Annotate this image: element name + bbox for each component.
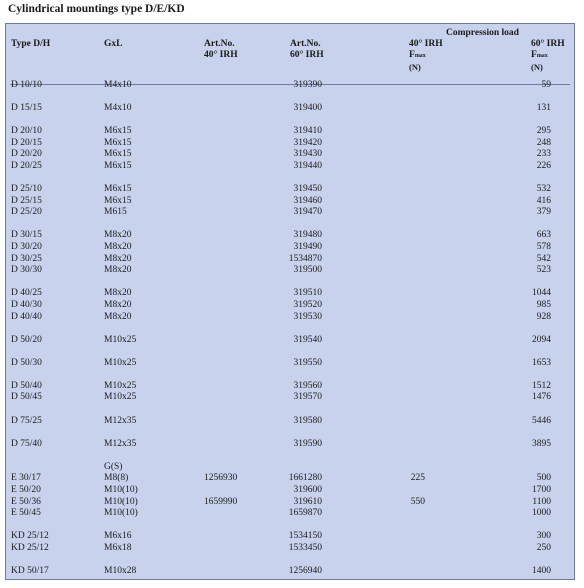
cell-f60: 59 (541, 80, 551, 90)
cell-art60: 319560 (293, 380, 322, 391)
cell-f60: 226 (536, 161, 551, 171)
cell-art60: 319480 (293, 230, 322, 241)
cell-f40: 225 (410, 473, 425, 484)
cell-f60: 1000 (532, 508, 551, 519)
cell-f60: 1476 (532, 392, 551, 403)
cell-art60: 319390 (293, 80, 322, 90)
cell-gxl: M8x20 (104, 265, 132, 276)
cell-art60: 319440 (293, 161, 322, 171)
cell-type: D 50/30 (11, 357, 42, 368)
cell-f60: 663 (536, 230, 551, 241)
cell-type: D 20/20 (11, 149, 42, 160)
cell-art40: 1659990 (204, 496, 238, 507)
header-f60-f: F (531, 50, 537, 60)
cell-gxl: M8x20 (104, 299, 132, 310)
cell-art60: 319500 (293, 265, 322, 276)
cell-gxl: M8x20 (104, 230, 132, 241)
cell-type: D 75/40 (11, 438, 42, 449)
cell-art60: 1661280 (288, 473, 322, 484)
cell-f60: 300 (536, 531, 551, 542)
cell-type: D 20/15 (11, 137, 42, 148)
cell-f60: 5446 (532, 415, 551, 426)
cell-type: D 50/40 (11, 380, 42, 391)
cell-f60: 500 (536, 473, 551, 484)
cell-art60: 319600 (293, 484, 322, 495)
cell-type: E 30/17 (11, 473, 41, 484)
cell-art60: 319610 (293, 496, 322, 507)
cell-gxl: M10(10) (104, 484, 138, 495)
cell-f60: 985 (536, 299, 551, 310)
cell-art60: 319460 (293, 195, 322, 206)
cell-f60: 1100 (532, 496, 551, 507)
cell-gxl: M10x25 (104, 357, 137, 368)
cell-type: KD 25/12 (11, 531, 49, 542)
cell-f60: 416 (536, 195, 551, 206)
header-gxl: GxL (104, 39, 123, 49)
cell-f60: 1400 (532, 565, 551, 576)
cell-f60: 3895 (532, 438, 551, 449)
cell-f60: 578 (536, 242, 551, 252)
cell-f40: 550 (410, 496, 425, 507)
cell-f60: 131 (536, 103, 551, 114)
cell-gxl: G(S) (104, 461, 123, 472)
header-art60-line2: 60° IRH (290, 50, 324, 60)
cell-gxl: M4x10 (104, 103, 132, 114)
header-f60-fmax (531, 50, 548, 62)
cell-gxl: M6x15 (104, 184, 132, 195)
cell-type: D 20/10 (11, 126, 42, 137)
cell-art60: 319450 (293, 184, 322, 195)
cell-gxl: M8(8) (104, 473, 129, 484)
header-f40-fmax (409, 50, 426, 62)
header-type: Type D/H (11, 39, 51, 49)
header-art40-line1: Art.No. (204, 39, 235, 49)
cell-gxl: M6x15 (104, 161, 132, 171)
cell-art60: 319580 (293, 415, 322, 426)
cell-f60: 542 (536, 253, 551, 264)
cell-gxl: M615 (104, 207, 127, 218)
cell-f60: 523 (536, 265, 551, 276)
cell-gxl: M10x25 (104, 380, 137, 391)
cell-gxl: M12x35 (104, 415, 137, 426)
cell-f60: 532 (536, 184, 551, 195)
cell-art40: 1256930 (204, 473, 238, 484)
cell-f60: 295 (536, 126, 551, 137)
cell-gxl: M6x15 (104, 126, 132, 137)
cell-gxl: M12x35 (104, 438, 137, 449)
header-f60-sub: max (536, 53, 548, 59)
cell-f60: 379 (536, 207, 551, 218)
cell-art60: 1534150 (288, 531, 322, 542)
cell-gxl: M8x20 (104, 242, 132, 252)
cell-gxl: M6x15 (104, 149, 132, 160)
cell-gxl: M6x15 (104, 137, 132, 148)
cell-f60: 1512 (532, 380, 551, 391)
cell-f60: 1044 (532, 288, 551, 299)
cell-f60: 928 (536, 311, 551, 322)
cell-f60: 248 (536, 137, 551, 148)
cell-gxl: M10x28 (104, 565, 137, 576)
cell-art60: 319530 (293, 311, 322, 322)
cell-type: D 10/10 (11, 80, 42, 90)
header-f40-sub: max (414, 53, 426, 59)
page-title: Cylindrical mountings type D/E/KD (8, 3, 185, 15)
header-f60-line1: 60° IRH (531, 39, 565, 49)
header-art40-line2: 40° IRH (204, 50, 238, 60)
cell-art60: 319520 (293, 299, 322, 310)
cell-f60: 250 (536, 542, 551, 553)
cell-type: D 15/15 (11, 103, 42, 114)
header-compression-load: Compression load (446, 28, 519, 38)
cell-art60: 319490 (293, 242, 322, 252)
cell-gxl: M10(10) (104, 508, 138, 519)
header-f40-line1: 40° IRH (409, 39, 443, 49)
cell-gxl: M10x25 (104, 392, 137, 403)
header-f40-unit: (N) (409, 62, 421, 72)
cell-type: D 30/15 (11, 230, 42, 241)
cell-type: D 20/25 (11, 161, 42, 171)
cell-art60: 319550 (293, 357, 322, 368)
cell-type: D 25/15 (11, 195, 42, 206)
cell-art60: 319540 (293, 334, 322, 345)
cell-gxl: M4x10 (104, 80, 132, 90)
cell-art60: 1256940 (288, 565, 322, 576)
cell-type: E 50/45 (11, 508, 41, 519)
cell-f60: 233 (536, 149, 551, 160)
cell-gxl: M8x20 (104, 311, 132, 322)
cell-type: D 50/20 (11, 334, 42, 345)
cell-art60: 319510 (293, 288, 322, 299)
cell-gxl: M10x25 (104, 334, 137, 345)
cell-art60: 1659870 (288, 508, 322, 519)
cell-art60: 319470 (293, 207, 322, 218)
cell-art60: 1533450 (288, 542, 322, 553)
header-f60-unit: (N) (531, 62, 543, 72)
cell-type: E 50/36 (11, 496, 41, 507)
cell-art60: 319400 (293, 103, 322, 114)
cell-type: E 50/20 (11, 484, 41, 495)
cell-gxl: M6x15 (104, 195, 132, 206)
cell-art60: 1534870 (288, 253, 322, 264)
cell-gxl: M10(10) (104, 496, 138, 507)
header-f40-f: F (409, 50, 415, 60)
cell-type: D 40/40 (11, 311, 42, 322)
cell-gxl: M6x18 (104, 542, 132, 553)
cell-type: D 30/30 (11, 265, 42, 276)
cell-type: D 40/30 (11, 299, 42, 310)
cell-art60: 319430 (293, 149, 322, 160)
cell-type: D 25/10 (11, 184, 42, 195)
cell-type: KD 50/17 (11, 565, 49, 576)
cell-f60: 1653 (532, 357, 551, 368)
cell-f60: 2094 (532, 334, 551, 345)
cell-type: D 40/25 (11, 288, 42, 299)
cell-art60: 319410 (293, 126, 322, 137)
header-art60-line1: Art.No. (290, 39, 321, 49)
cell-gxl: M6x16 (104, 531, 132, 542)
cell-type: D 30/25 (11, 253, 42, 264)
cell-gxl: M8x20 (104, 253, 132, 264)
cell-type: D 25/20 (11, 207, 42, 218)
mountings-table (5, 23, 575, 580)
cell-art60: 319570 (293, 392, 322, 403)
cell-type: D 30/20 (11, 242, 42, 252)
cell-art60: 319420 (293, 137, 322, 148)
cell-gxl: M8x20 (104, 288, 132, 299)
cell-type: D 50/45 (11, 392, 42, 403)
cell-type: KD 25/12 (11, 542, 49, 553)
cell-type: D 75/25 (11, 415, 42, 426)
cell-art60: 319590 (293, 438, 322, 449)
cell-f60: 1700 (532, 484, 551, 495)
